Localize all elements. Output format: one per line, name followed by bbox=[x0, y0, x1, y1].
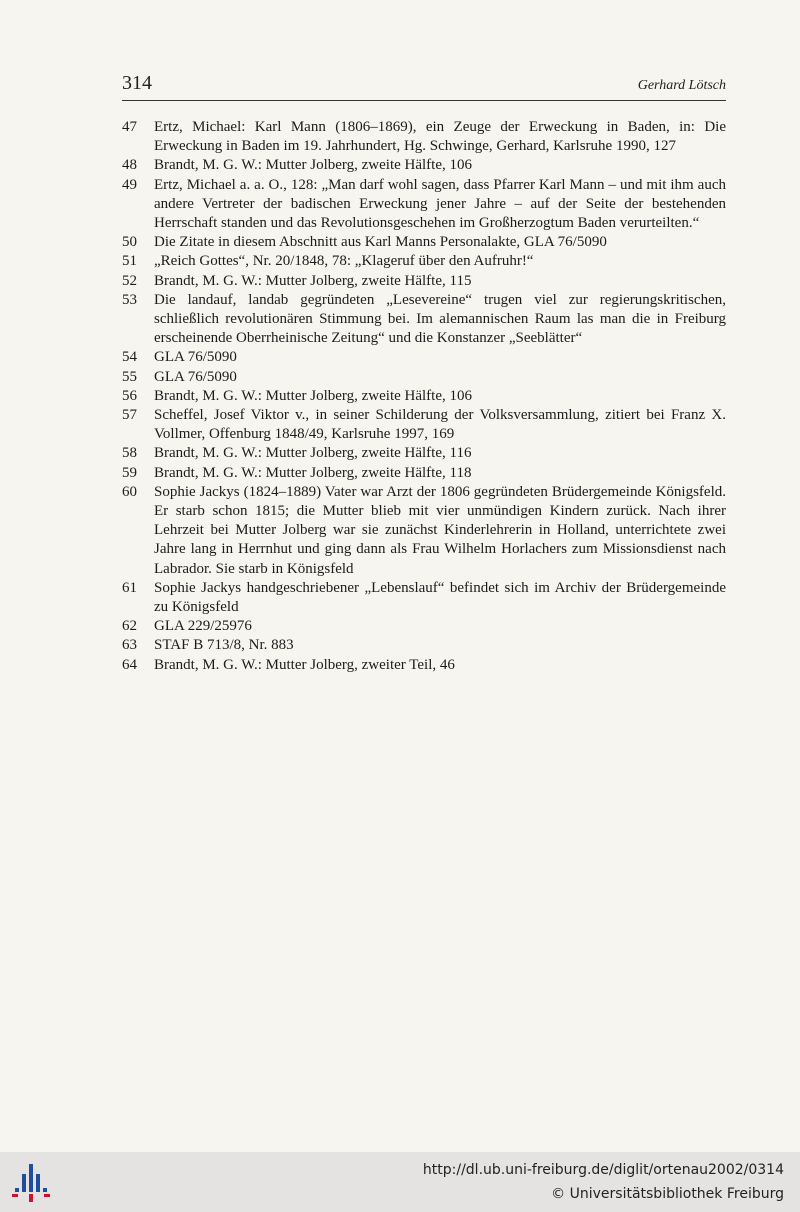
endnote-58 bbox=[122, 444, 726, 463]
endnote-text: GLA 76/5090 bbox=[154, 368, 237, 385]
endnote-number: 63 bbox=[122, 637, 137, 654]
endnote-number: 52 bbox=[122, 272, 137, 289]
endnote-number: 60 bbox=[122, 483, 137, 500]
endnote-text: Brandt, M. G. W.: Mutter Jolberg, zweite Hälfte, 106 bbox=[154, 157, 473, 174]
copyright-notice: © Universitätsbibliothek Freiburg bbox=[551, 1186, 784, 1202]
endnote-52 bbox=[122, 272, 726, 291]
endnote-51 bbox=[122, 252, 726, 271]
endnote-number: 50 bbox=[122, 234, 137, 251]
ub-freiburg-logo-icon[interactable] bbox=[10, 1162, 52, 1204]
endnote-54 bbox=[122, 348, 726, 367]
endnote-text: Die landauf, landab gegründeten „Lesevereine“ trugen viel zur regierungskritischen, schließlich revolutionären Stimmung bei. Im alemannischen Raum las man die in Freiburg erscheinende Oberrheinische Zeitung“ und die Konstanzer „Seeblätter“ bbox=[154, 291, 726, 347]
endnote-number: 62 bbox=[122, 618, 137, 635]
endnote-number: 59 bbox=[122, 464, 137, 481]
endnote-50 bbox=[122, 233, 726, 252]
endnote-number: 47 bbox=[122, 119, 137, 135]
endnote-number: 61 bbox=[122, 579, 137, 596]
endnote-text: Scheffel, Josef Viktor v., in seiner Schilderung der Volksversammlung, zitiert bei Franz X. Vollmer, Offenburg 1848/49, Karlsruhe 1997, 169 bbox=[154, 407, 726, 443]
endnote-number: 49 bbox=[122, 176, 137, 193]
endnote-number: 56 bbox=[122, 387, 137, 404]
endnote-text: GLA 76/5090 bbox=[154, 349, 237, 366]
endnote-text: Die Zitate in diesem Abschnitt aus Karl Manns Personalakte, GLA 76/5090 bbox=[154, 234, 607, 251]
endnote-number: 55 bbox=[122, 368, 137, 385]
endnote-number: 54 bbox=[122, 349, 137, 366]
endnote-text: Sophie Jackys handgeschriebener „Lebenslauf“ befindet sich im Archiv der Brüdergemeinde zu Königsfeld bbox=[154, 579, 726, 616]
endnote-59 bbox=[122, 464, 726, 483]
endnote-text: Sophie Jackys (1824–1889) Vater war Arzt der 1806 gegründeten Brüdergemeinde Königsfeld. Er starb schon 1815; die Mutter blieb mit vier unmündigen Kindern zurück. Nach ihrer Lehrzeit bei Mutter Jolberg war sie zunächst Kinderlehrerin in Holland, unterrichtete zwei Jahre lang in Herrnhut und ging dann als Frau Wilhelm Horlachers zum Missionsdienst nach Labrador. Sie starb in Königsfeld bbox=[154, 483, 726, 577]
endnote-text: STAF B 713/8, Nr. 883 bbox=[154, 637, 294, 654]
endnote-text: Brandt, M. G. W.: Mutter Jolberg, zweite Hälfte, 106 bbox=[154, 387, 473, 404]
endnote-61 bbox=[122, 579, 726, 617]
endnote-text: Brandt, M. G. W.: Mutter Jolberg, zweite Hälfte, 116 bbox=[154, 445, 472, 462]
endnote-text: Brandt, M. G. W.: Mutter Jolberg, zweite Hälfte, 118 bbox=[154, 464, 472, 481]
endnote-49 bbox=[122, 176, 726, 234]
endnote-57 bbox=[122, 406, 726, 444]
endnote-number: 58 bbox=[122, 445, 137, 462]
endnote-text: GLA 229/25976 bbox=[154, 618, 252, 635]
endnotes-list bbox=[122, 118, 726, 675]
footer-bar bbox=[0, 1152, 800, 1212]
endnote-text: Ertz, Michael a. a. O., 128: „Man darf wohl sagen, dass Pfarrer Karl Mann – und mit ihm auch andere Vertreter der badischen Erweckung jener Jahre – auf der Seite der bestehenden Herrschaft standen und das Revolutionsgeschehen im Großherzogtum Baden verurteilten.“ bbox=[154, 176, 726, 232]
endnote-text: „Reich Gottes“, Nr. 20/1848, 78: „Klageruf über den Aufruhr!“ bbox=[154, 253, 534, 270]
endnote-number: 64 bbox=[122, 656, 137, 673]
page-header bbox=[122, 72, 726, 101]
endnote-text: Brandt, M. G. W.: Mutter Jolberg, zweiter Teil, 46 bbox=[154, 656, 455, 673]
page-number: 314 bbox=[122, 72, 152, 94]
endnote-64 bbox=[122, 656, 726, 675]
endnote-63 bbox=[122, 636, 726, 655]
endnote-text: Ertz, Michael: Karl Mann (1806–1869), ein Zeuge der Erweckung in Baden, in: Die Erweckung in Baden im 19. Jahrhundert, Hg. Schwinge, Gerhard, Karlsruhe 1990, 127 bbox=[154, 119, 726, 155]
endnote-text: Brandt, M. G. W.: Mutter Jolberg, zweite Hälfte, 115 bbox=[154, 272, 472, 289]
endnote-number: 48 bbox=[122, 157, 137, 174]
endnote-62 bbox=[122, 617, 726, 636]
endnote-56 bbox=[122, 387, 726, 406]
endnote-number: 57 bbox=[122, 407, 137, 424]
endnote-number: 53 bbox=[122, 291, 137, 308]
endnote-48 bbox=[122, 156, 726, 175]
endnote-number: 51 bbox=[122, 253, 137, 270]
endnote-60 bbox=[122, 483, 726, 579]
running-head-author: Gerhard Lötsch bbox=[637, 78, 726, 93]
permalink-url[interactable]: http://dl.ub.uni-freiburg.de/diglit/ortenau2002/0314 bbox=[422, 1162, 784, 1178]
endnote-47 bbox=[122, 118, 726, 156]
endnote-55 bbox=[122, 368, 726, 387]
endnote-53 bbox=[122, 291, 726, 349]
